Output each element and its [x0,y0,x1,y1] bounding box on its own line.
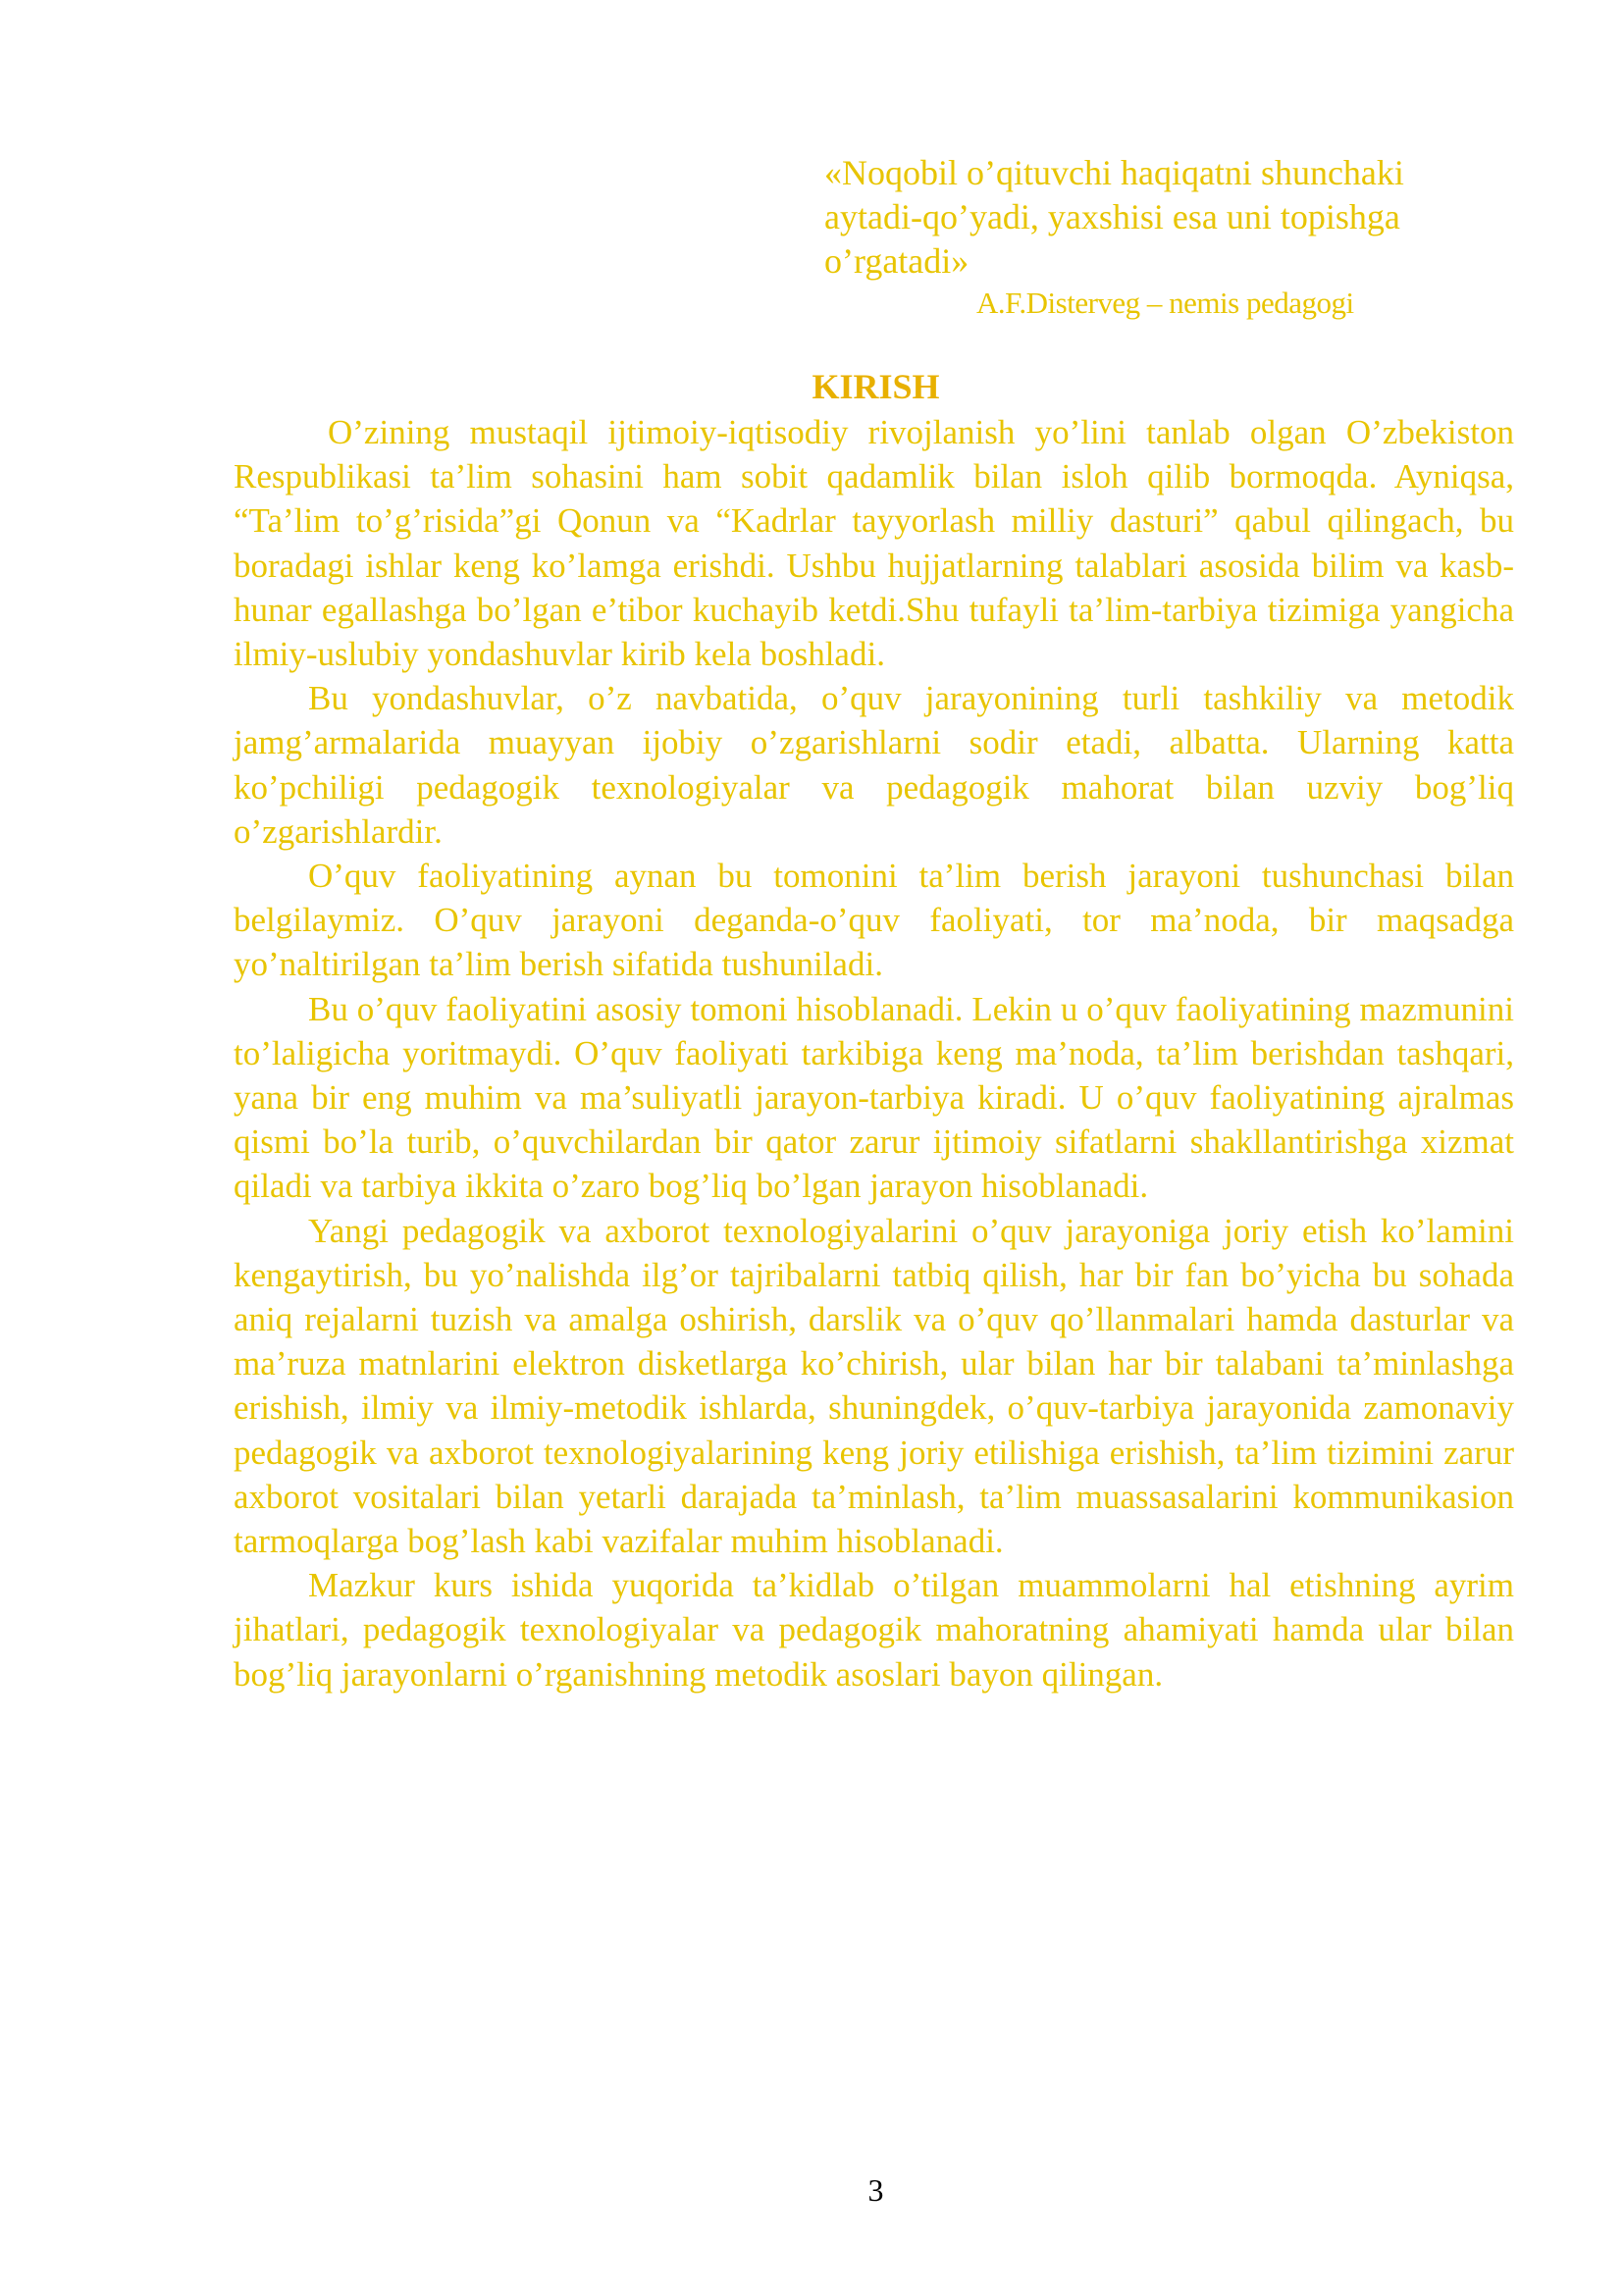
paragraph: O’zining mustaqil ijtimoiy-iqtisodiy rivojlanish yo’lini tanlab olgan O’zbekiston Respublikasi ta’lim sohasini ham sobit qadamlik bilan isloh qilib bormoqda. Ayniqsa, “Ta’lim to’g’risida”gi Qonun va “Kadrlar tayyorlash milliy dasturi” qabul qilingach, bu boradagi ishlar keng ko’lamga erishdi. Ushbu hujjatlarning talablari asosida bilim va kasb-hunar egallashga bo’lgan e’tibor kuchayib ketdi.Shu tufayli ta’lim-tarbiya tizimiga yangicha ilmiy-uslubiy yondashuvlar kirib kela boshladi. [234,413,1514,674]
epigraph-author: A.F.Disterveg – nemis pedagogi [976,286,1354,320]
paragraph: Yangi pedagogik va axborot texnologiyalarini o’quv jarayoniga joriy etish ko’lamini kengaytirish, bu yo’nalishda ilg’or tajribalarni tatbiq qilish, har bir fan bo’yicha bu sohada aniq rejalarni tuzish va amalga oshirish, darslik va o’quv qo’llanmalari hamda dasturlar va ma’ruza matnlarini elektron disketlarga ko’chirish, ular bilan har bir talabani ta’minlashga erishish, ilmiy va ilmiy-metodik ishlarda, shuningdek, o’quv-tarbiya jarayonida zamonaviy pedagogik va axborot texnologiyalarining keng joriy etilishiga erishish, ta’lim tizimini zarur axborot vositalari bilan yetarli darajada ta’minlash, ta’lim muassasalarini kommunikasion tarmoqlarga bog’lash kabi vazifalar muhim hisoblanadi. [234,1211,1514,1561]
page-number: 3 [867,2172,884,2208]
epigraph-quote: «Noqobil o’qituvchi haqiqatni shunchaki aytadi-qo’yadi, yaxshisi esa uni topishga o’rgatadi» [824,153,1404,281]
section-heading: KIRISH [812,367,940,406]
paragraph: Bu yondashuvlar, o’z navbatida, o’quv jarayonining turli tashkiliy va metodik jamg’armalarida muayyan ijobiy o’zgarishlarni sodir etadi, albatta. Ularning katta ko’pchiligi pedagogik texnologiyalar va pedagogik mahorat bilan uzviy bog’liq o’zgarishlardir. [234,679,1514,851]
paragraph: O’quv faoliyatining aynan bu tomonini ta’lim berish jarayoni tushunchasi bilan belgilaymiz. O’quv jarayoni deganda-o’quv faoliyati, tor ma’noda, bir maqsadga yo’naltirilgan ta’lim berish sifatida tushuniladi. [234,857,1514,984]
paragraph: Mazkur kurs ishida yuqorida ta’kidlab o’tilgan muammolarni hal etishning ayrim jihatlari, pedagogik texnologiyalar va pedagogik mahoratning ahamiyati hamda ular bilan bog’liq jarayonlarni o’rganishning metodik asoslari bayon qilingan. [234,1566,1514,1694]
paragraph: Bu o’quv faoliyatini asosiy tomoni hisoblanadi. Lekin u o’quv faoliyatining mazmunini to’laligicha yoritmaydi. O’quv faoliyati tarkibiga keng ma’noda, ta’lim berishdan tashqari, yana bir eng muhim va ma’suliyatli jarayon-tarbiya kiradi. U o’quv faoliyatining ajralmas qismi bo’la turib, o’quvchilardan bir qator zarur ijtimoiy sifatlarni shakllantirishga xizmat qiladi va tarbiya ikkita o’zaro bog’liq bo’lgan jarayon hisoblanadi. [234,989,1514,1206]
body-text [234,410,1514,1696]
epigraph [824,151,1472,323]
